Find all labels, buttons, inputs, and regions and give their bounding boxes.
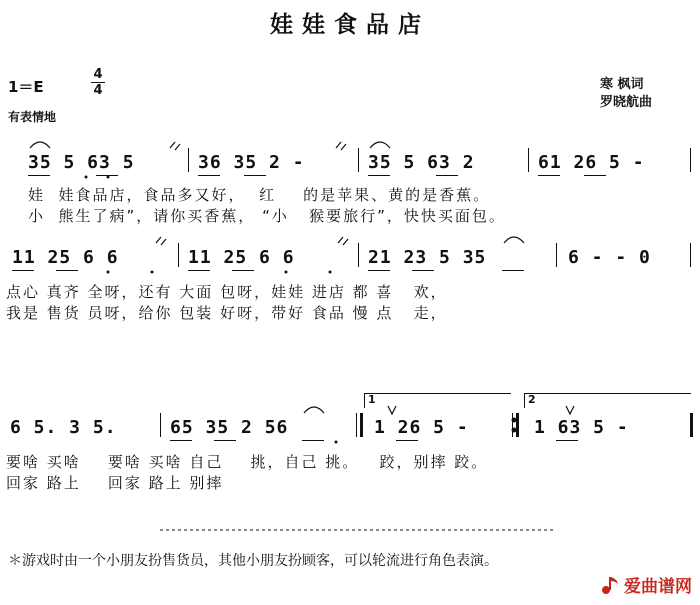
octave-dot [285, 271, 288, 274]
breath-mark [336, 142, 346, 150]
lyrics-verse-2: 小 熊生了病”，请你买香蕉， “小 猴要旅行”，快快买面包。 [28, 207, 506, 225]
octave-dot [85, 176, 88, 179]
slur-arc [30, 142, 50, 148]
breath-mark [338, 237, 348, 245]
meter-bottom: 4 [93, 83, 103, 98]
measure-notes: 61 26 5 - [538, 152, 645, 173]
measure-notes: 21 23 5 35 [368, 247, 487, 268]
music-note-icon [599, 574, 621, 596]
octave-dot [107, 271, 110, 274]
lyrics-verse-1: 要啥 买啥 要啥 买啥 自己 挑，自己 挑。 跤，别摔 跤。 [6, 453, 489, 471]
slur-arc [504, 237, 524, 243]
measure-notes: 11 25 6 6 [12, 247, 119, 268]
second-ending-number: 2 [528, 393, 536, 406]
site-watermark [599, 572, 692, 597]
measure-notes: 36 35 2 - [198, 152, 305, 173]
song-title: 娃娃食品店 [270, 12, 430, 38]
lyrics-verse-1: 点心 真齐 全呀，还有 大面 包呀，娃娃 进店 都 喜 欢， [6, 283, 448, 301]
octave-dot [335, 441, 338, 444]
measure-notes: 1 26 5 - [374, 417, 469, 438]
accent-mark [566, 406, 574, 414]
meter-top: 4 [93, 67, 103, 82]
key-signature: 1＝E [8, 78, 44, 96]
lyrics-verse-2: 回家 路上 回家 路上 别摔 [6, 474, 224, 492]
repeat-dot [512, 418, 517, 423]
lyricist-credit: 寒 枫词 [600, 77, 644, 92]
lyrics-verse-2: 我是 售货 员呀，给你 包装 好呀，带好 食品 慢 点 走， [6, 304, 448, 322]
first-ending-number: 1 [368, 393, 376, 406]
octave-dot [107, 176, 110, 179]
measure-notes: 65 35 2 56 [170, 417, 289, 438]
composer-credit: 罗晓航曲 [600, 95, 653, 110]
measure-notes: 35 5 63 5 [28, 152, 135, 173]
measure-notes: 6 - - 0 [568, 247, 651, 268]
breath-mark [170, 142, 180, 150]
repeat-dot [512, 428, 517, 433]
watermark-text: 爱曲谱网 [624, 577, 692, 597]
lyrics-verse-1: 娃 娃食品店，食品多又好， 红 的是苹果、黄的是香蕉。 [28, 186, 491, 204]
octave-dot [329, 271, 332, 274]
measure-notes: 35 5 63 2 [368, 152, 475, 173]
slur-arc [304, 407, 324, 413]
octave-dot [151, 271, 154, 274]
measure-notes: 1 63 5 - [534, 417, 629, 438]
accent-mark [388, 406, 396, 414]
slur-arc [370, 142, 390, 148]
measure-notes: 11 25 6 6 [188, 247, 295, 268]
breath-mark [156, 237, 166, 245]
tempo-mood: 有表情地 [8, 110, 57, 124]
footnote: ＊游戏时由一个小朋友扮售货员，其他小朋友扮顾客，可以轮流进行角色表演。 [8, 553, 498, 569]
measure-notes: 6 5. 3 5. [10, 417, 117, 438]
